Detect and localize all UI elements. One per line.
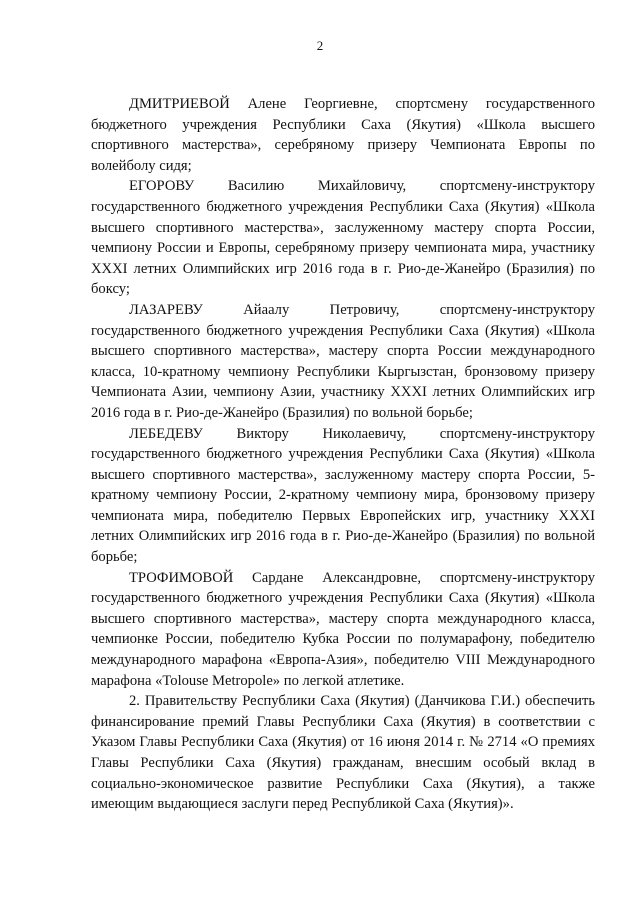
paragraph-government-instruction: 2. Правительству Республики Саха (Якутия) (Данчикова Г.И.) обеспечить финансирование премий Главы Республики Саха (Якутия) в соответствии с Указом Главы Республики Саха (Якутия) от 16 июня 2014 г. № 2714 «О премиях Главы Республики Саха (Якутия) гражданам, внесшим особый вклад в социально-экономическое развитие Республики Саха (Якутия), а также имеющим выдающиеся заслуги перед Республикой Саха (Якутия)».: [91, 693, 595, 813]
document-body: [91, 94, 595, 815]
page-number: 2: [316, 38, 324, 53]
paragraph-dmitrieva: ДМИТРИЕВОЙ Алене Георгиевне, спортсмену государственного бюджетного учреждения Республики Саха (Якутия) «Школа высшего спортивного мастерства», серебряному призеру Чемпионата Европы по волейболу сидя;: [91, 96, 595, 174]
paragraph-lebedev: ЛЕБЕДЕВУ Виктору Николаевичу, спортсмену-инструктору государственного бюджетного учреждения Республики Саха (Якутия) «Школа высшего спортивного мастерства», заслуженному мастеру спорта России, 5-кратному чемпиону России, 2-кратному чемпиону мира, бронзовому призеру чемпионата мира, победителю Первых Европейских игр, участнику XXXI летних Олимпийских игр 2016 года в г. Рио-де-Жанейро (Бразилия) по вольной борьбе;: [91, 425, 595, 566]
paragraph-trofimova: ТРОФИМОВОЙ Сардане Александровне, спортсмену-инструктору государственного бюджетного учреждения Республики Саха (Якутия) «Школа высшего спортивного мастерства», мастеру спорта международного класса, чемпионке России, победителю Кубка России по полумарафону, победителю международного марафона «Европа-Азия», победителю VIII Международного марафона «Tolouse Metropole» по легкой атлетике.: [91, 569, 595, 689]
paragraph-lazarev: ЛАЗАРЕВУ Айаалу Петровичу, спортсмену-инструктору государственного бюджетного учреждения Республики Саха (Якутия) «Школа высшего спортивного мастерства», мастеру спорта России международного класса, 10-кратному чемпиону Республики Кыргызстан, бронзовому призеру Чемпионата Азии, чемпиону Азии, участнику XXXI летних Олимпийских игр 2016 года в г. Рио-де-Жанейро (Бразилия) по вольной борьбе;: [91, 301, 595, 421]
paragraph-egorov: ЕГОРОВУ Василию Михайловичу, спортсмену-инструктору государственного бюджетного учреждения Республики Саха (Якутия) «Школа высшего спортивного мастерства», заслуженному мастеру спорта России, чемпиону России и Европы, серебряному призеру чемпионата мира, участнику XXXI летних Олимпийских игр 2016 года в г. Рио-де-Жанейро (Бразилия) по боксу;: [91, 178, 595, 298]
